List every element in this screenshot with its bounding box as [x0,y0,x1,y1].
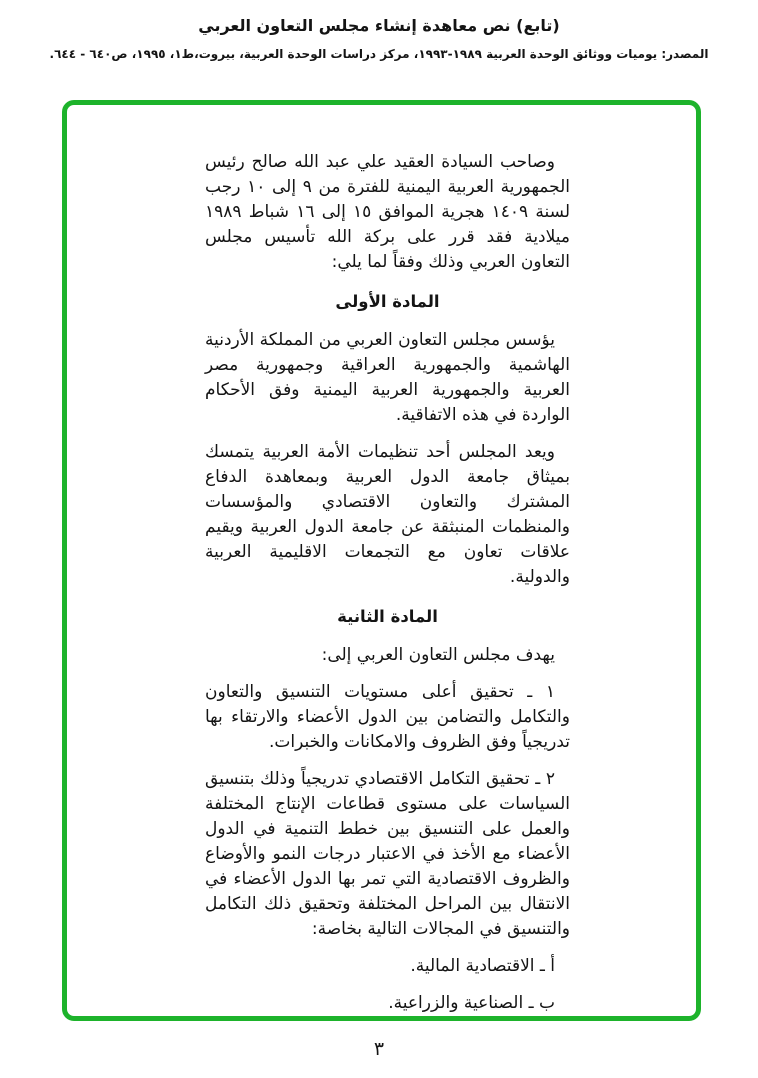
paragraph-council-status: ويعد المجلس أحد تنظيمات الأمة العربية يتمسك بميثاق جامعة الدول العربية وبمعاهدة الدفاع المشترك والتعاون الاقتصادي والمؤسسات والمنظمات المنبثقة عن جامعة الدول العربية ويقيم علاقات تعاون مع التجمعات الاقليمية العربية والدولية. [205,442,570,587]
document-title: (تابع) نص معاهدة إنشاء مجلس التعاون العربي [198,16,560,35]
page-number: ٣ [373,1038,385,1060]
section-heading-article-one: المادة الأولى [335,292,440,311]
section-heading-article-two: المادة الثانية [337,607,438,626]
numbered-item-2: ٢ ـ تحقيق التكامل الاقتصادي تدريجياً وذلك بتنسيق السياسات على مستوى قطاعات الإنتاج المختلفة والعمل على التنسيق بين خطط التنمية في الدول الأعضاء مع الأخذ في الاعتبار درجات النمو والأوضاع والظروف الاقتصادية التي تمر بها الدول الأعضاء في الانتقال بين المراحل المختلفة وتحقيق ذلك التكامل والتنسيق في المجالات التالية بخاصة: [205,769,570,939]
numbered-item-1: ١ ـ تحقيق أعلى مستويات التنسيق والتعاون والتكامل والتضامن بين الدول الأعضاء والارتقاء بها تدريجياً وفق الظروف والامكانات والخبرات. [205,682,570,752]
paragraph-goals-intro: يهدف مجلس التعاون العربي إلى: [321,645,555,665]
paragraph-council-founding: يؤسس مجلس التعاون العربي من المملكة الأردنية الهاشمية والجمهورية العراقية وجمهورية مصر العربية والجمهورية العربية اليمنية وفق الأحكام الواردة في هذه الاتفاقية. [205,330,570,425]
page-header [0,0,758,61]
paragraph-preamble: وصاحب السيادة العقيد علي عبد الله صالح رئيس الجمهورية العربية اليمنية للفترة من ٩ إلى ١٠ رجب لسنة ١٤٠٩ هجرية الموافق ١٥ إلى ١٦ شباط ١٩٨٩ ميلادية فقد قرر على بركة الله تأسيس مجلس التعاون العربي وذلك وفقاً لما يلي: [205,152,570,272]
lettered-item-a: أ ـ الاقتصادية المالية. [410,956,555,976]
document-frame [62,100,701,1021]
lettered-item-b: ب ـ الصناعية والزراعية. [388,993,555,1013]
source-citation: المصدر: يوميات ووثائق الوحدة العربية ١٩٨٩-١٩٩٣، مركز دراسات الوحدة العربية، بيروت،ط١، ١٩٩٥، ص٦٤٠ - ٦٤٤. [49,47,709,61]
document-body [67,105,696,1016]
